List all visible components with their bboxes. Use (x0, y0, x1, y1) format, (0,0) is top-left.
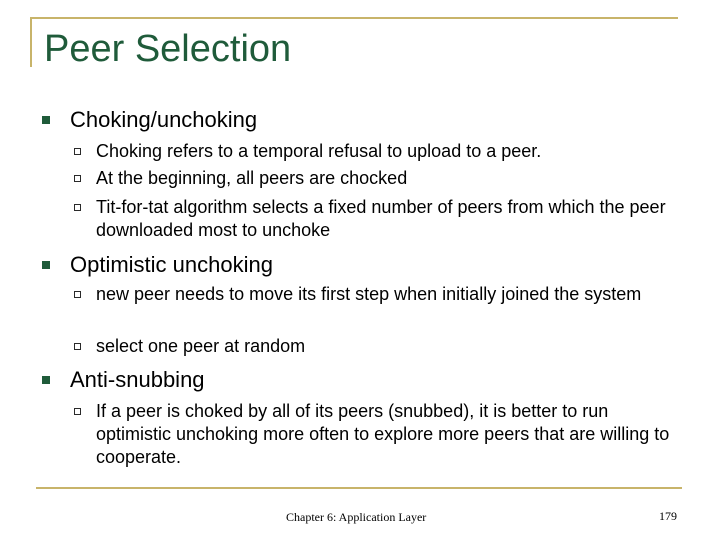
hollow-box-bullet-icon (74, 291, 81, 298)
square-bullet-icon (42, 376, 50, 384)
bullet-heading: Optimistic unchoking (70, 252, 273, 277)
square-bullet-icon (42, 261, 50, 269)
hollow-box-bullet-icon (74, 408, 81, 415)
footer-rule (36, 487, 682, 489)
sub-bullet (74, 400, 694, 469)
sub-bullet (74, 335, 694, 358)
footer-chapter: Chapter 6: Application Layer (286, 510, 427, 524)
hollow-box-bullet-icon (74, 175, 81, 182)
sub-bullet-text: new peer needs to move its first step when initially joined the system (96, 284, 642, 304)
page-number: 179 (659, 509, 677, 523)
sub-bullet (74, 196, 694, 242)
square-bullet-icon (42, 116, 50, 124)
hollow-box-bullet-icon (74, 148, 81, 155)
sub-bullet (74, 283, 694, 306)
hollow-box-bullet-icon (74, 343, 81, 350)
bullet-heading: Anti-snubbing (70, 367, 205, 392)
hollow-box-bullet-icon (74, 204, 81, 211)
sub-bullet (74, 140, 694, 163)
sub-bullet-text: Tit-for-tat algorithm selects a fixed number of peers from which the peer downloaded most to unchoke (96, 197, 666, 240)
sub-bullet-text: select one peer at random (96, 336, 306, 356)
sub-bullet (74, 167, 694, 190)
sub-bullet-text: At the beginning, all peers are chocked (96, 168, 408, 188)
bullet-heading: Choking/unchoking (70, 107, 258, 132)
slide-title: Peer Selection (44, 28, 292, 70)
sub-bullet-text: Choking refers to a temporal refusal to upload to a peer. (96, 141, 542, 161)
sub-bullet-text: If a peer is choked by all of its peers (snubbed), it is better to run optimistic unchoking more often to explore more peers that are willing to cooperate. (96, 401, 670, 467)
